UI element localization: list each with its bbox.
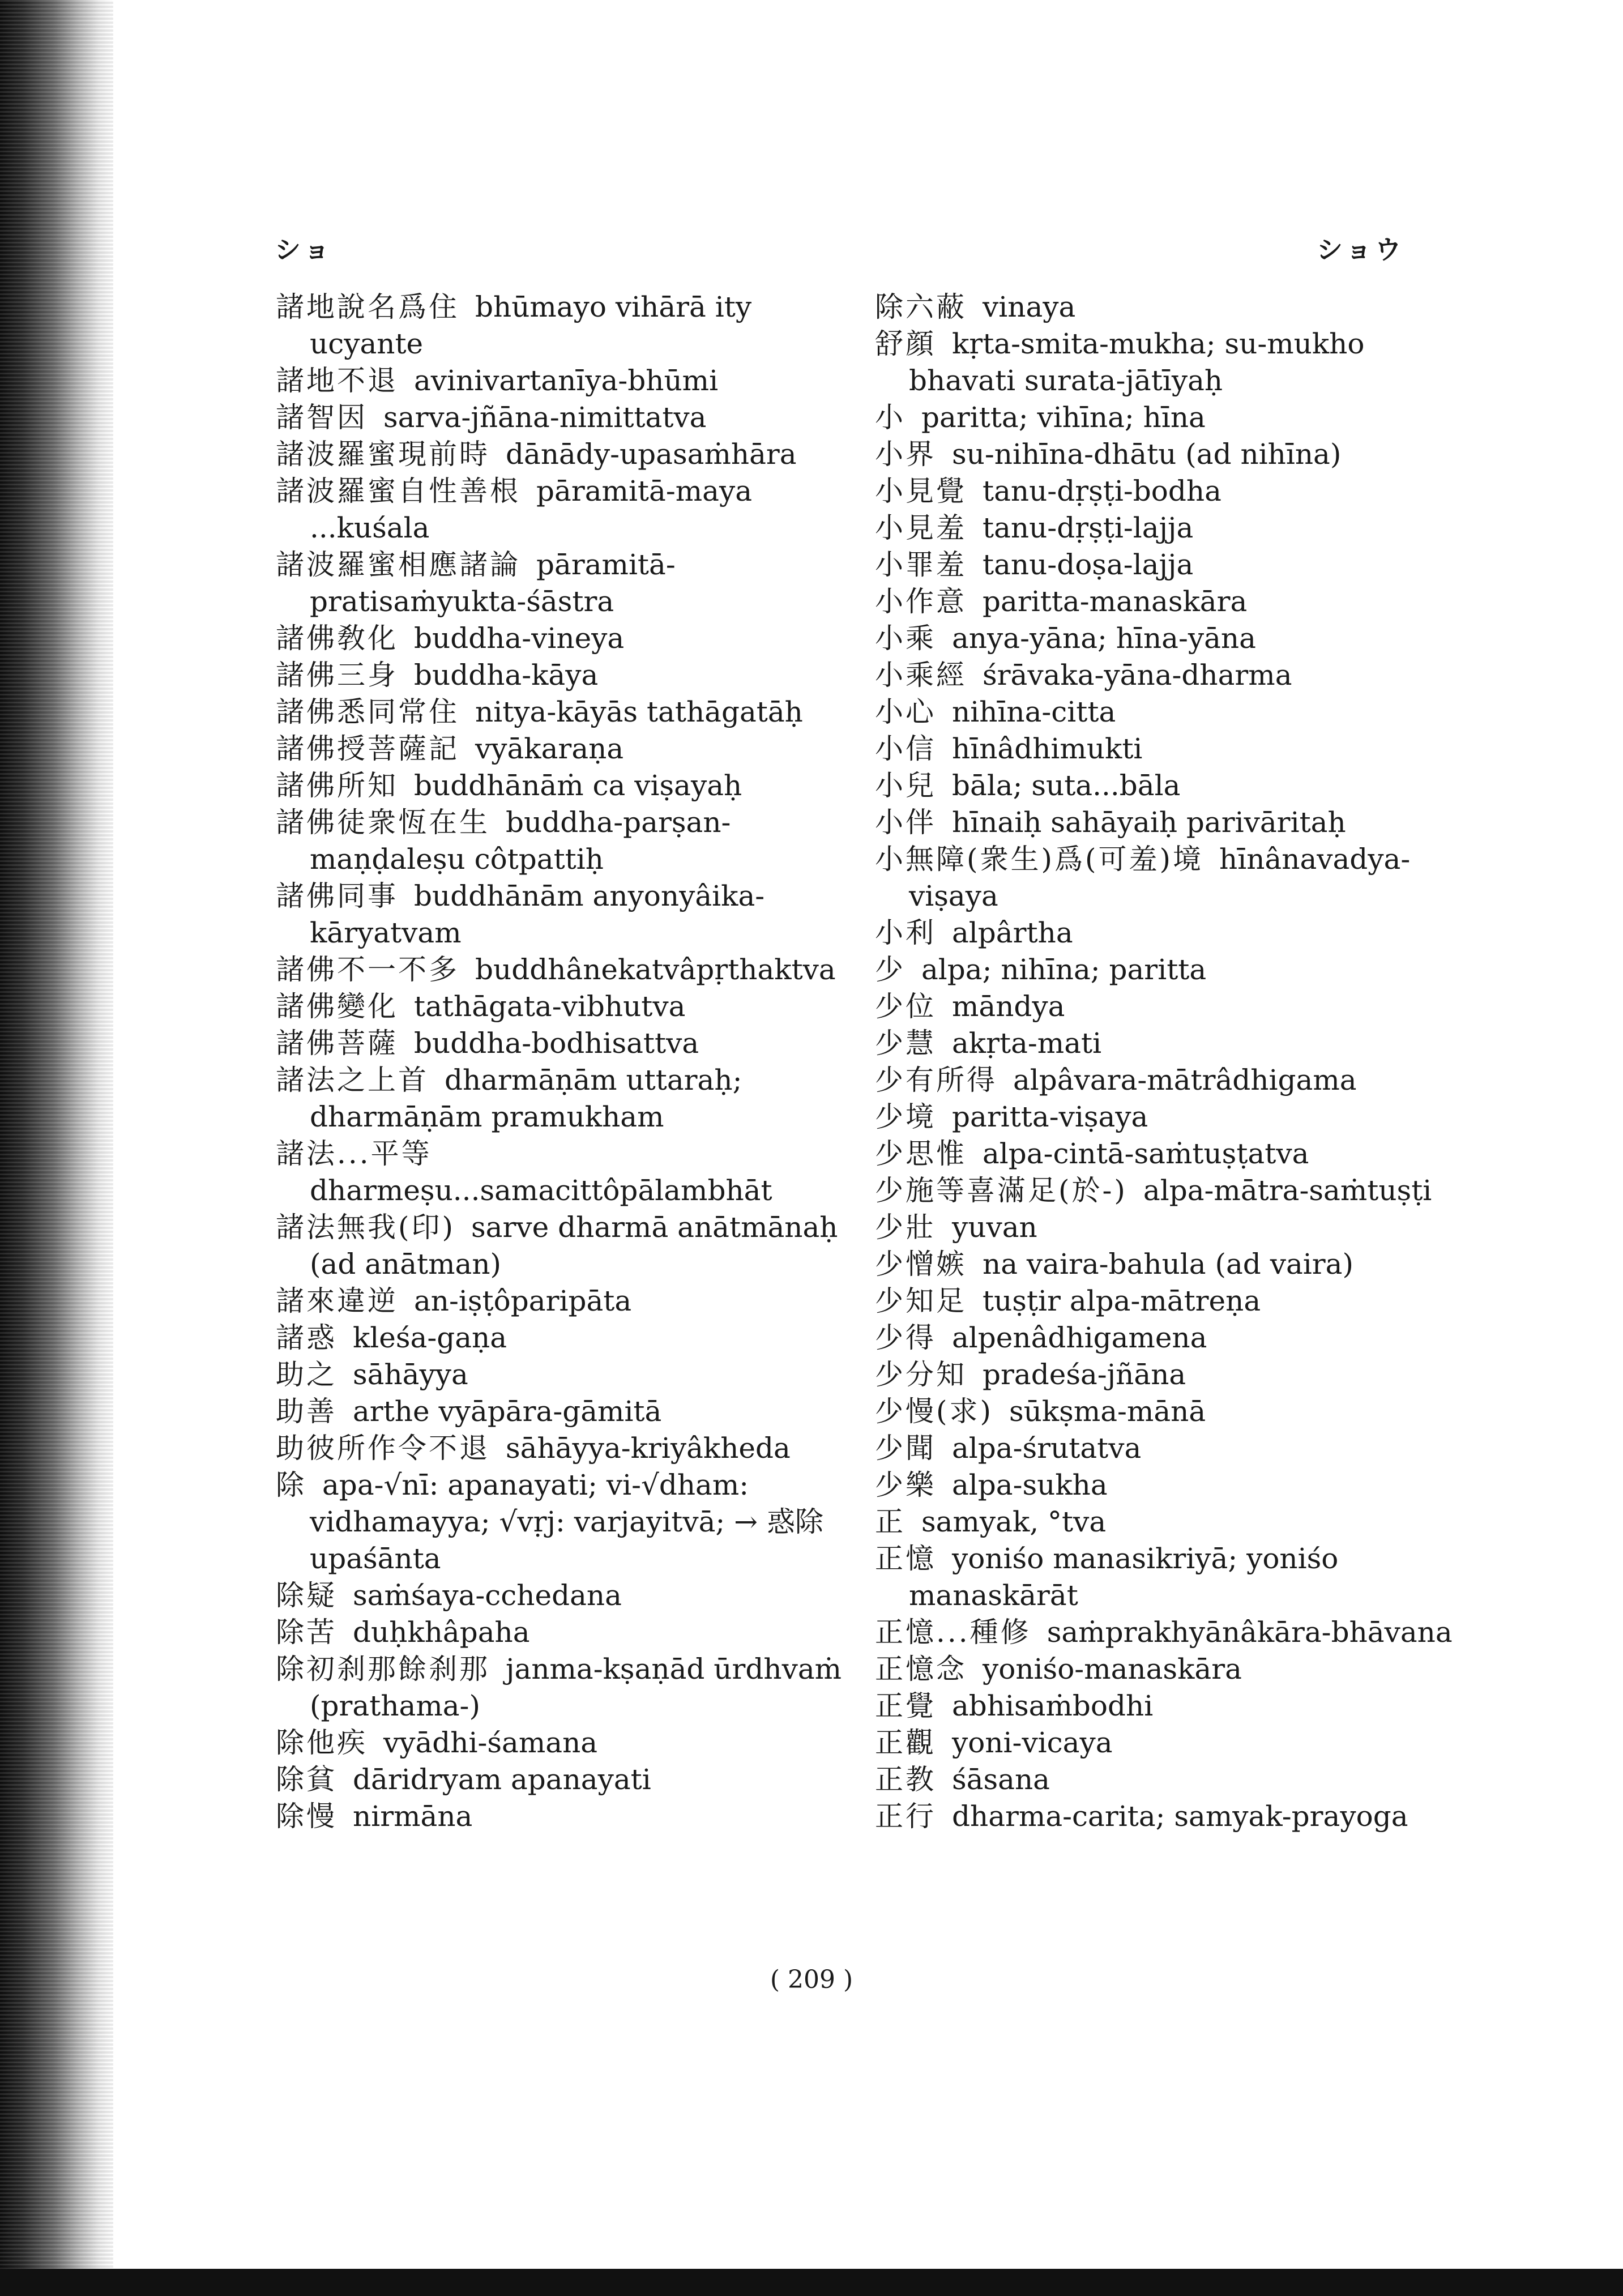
dictionary-entry: [875, 1761, 1464, 1798]
entry-headword: 諸佛授菩薩記: [276, 732, 459, 765]
entry-headword: 小: [875, 401, 906, 434]
dictionary-entry: [875, 841, 1464, 915]
entry-definition: śāsana: [952, 1763, 1050, 1796]
entry-definition: paritta-manaskāra: [983, 585, 1248, 618]
entry-headword: 小乘: [875, 622, 936, 655]
entry-definition: avinivartanīya-bhūmi: [414, 364, 719, 397]
dictionary-entry: [276, 399, 865, 436]
entry-headword: 除貧: [276, 1763, 337, 1796]
dictionary-entry: [875, 1136, 1464, 1172]
entry-headword: 正憶...種修: [875, 1616, 1031, 1649]
entry-headword: 小罪羞: [875, 548, 967, 581]
entry-definition: yoni-vicaya: [952, 1726, 1113, 1759]
entry-headword: 除: [276, 1469, 306, 1501]
entry-headword: 諸波羅蜜相應諸論: [276, 548, 520, 581]
dictionary-entry: [276, 1614, 865, 1651]
dictionary-entry: [875, 1798, 1464, 1835]
entry-definition: sāhāyya: [353, 1358, 468, 1391]
entry-headword: 除慢: [276, 1800, 337, 1833]
entry-definition: vyākaraṇa: [475, 732, 624, 765]
entry-headword: 諸法之上首: [276, 1064, 429, 1096]
dictionary-entry: [276, 436, 865, 473]
entry-headword: 少境: [875, 1100, 936, 1133]
entry-headword: 助之: [276, 1358, 337, 1391]
entry-definition: buddha-bodhisattva: [414, 1027, 699, 1060]
entry-definition: saṁśaya-cchedana: [353, 1579, 622, 1612]
entry-definition: su-nihīna-dhātu (ad nihīna): [952, 438, 1342, 471]
dictionary-entry: [276, 1062, 865, 1136]
entry-headword: 小作意: [875, 585, 967, 618]
entry-definition: buddhānāṁ ca viṣayaḥ: [414, 769, 742, 802]
running-head-left: ショ: [275, 234, 334, 265]
entry-headword: 少位: [875, 990, 936, 1023]
entry-headword: 除六蔽: [875, 291, 967, 323]
binding-edge-texture: [0, 0, 113, 2296]
entry-headword: 小界: [875, 438, 936, 471]
dictionary-entry: [276, 547, 865, 620]
entry-headword: 正: [875, 1505, 906, 1538]
entry-headword: 少壯: [875, 1211, 936, 1244]
dictionary-entry: [875, 620, 1464, 657]
entry-definition: alpa-cintā-saṁtuṣṭatva: [983, 1137, 1309, 1170]
dictionary-entry: [875, 1725, 1464, 1761]
entry-definition: kleśa-gaṇa: [353, 1321, 507, 1354]
entry-definition: saṁprakhyānâkāra-bhāvana: [1047, 1616, 1453, 1649]
entry-headword: 除他疾: [276, 1726, 368, 1759]
entry-headword: 少分知: [875, 1358, 967, 1391]
entry-headword: 諸法無我(印): [276, 1211, 456, 1244]
entry-definition: alpa-śrutatva: [952, 1432, 1142, 1465]
dictionary-entry: [875, 915, 1464, 951]
dictionary-entry: [875, 1393, 1464, 1430]
entry-headword: 小見羞: [875, 511, 967, 544]
dictionary-entry: [276, 1025, 865, 1062]
entry-headword: 正教: [875, 1763, 936, 1796]
entry-definition: buddha-parṣan-maṇḍaleṣu côtpattiḥ: [310, 806, 731, 876]
entry-headword: 小利: [875, 916, 936, 949]
entry-definition: paritta-viṣaya: [952, 1100, 1148, 1133]
entry-headword: 諸佛所知: [276, 769, 398, 802]
entry-definition: anya-yāna; hīna-yāna: [952, 622, 1256, 655]
dictionary-entry: [875, 988, 1464, 1025]
running-head-right: ショウ: [1317, 234, 1405, 265]
dictionary-entry: [276, 1209, 865, 1283]
entry-definition: pāramitā-maya ...kuśala: [310, 475, 753, 544]
entry-headword: 除疑: [276, 1579, 337, 1612]
dictionary-entry: [276, 1430, 865, 1467]
dictionary-entry: [875, 473, 1464, 510]
dictionary-entry: [875, 547, 1464, 583]
entry-definition: tanu-dṛṣṭi-lajja: [983, 511, 1194, 544]
entry-headword: 諸地不退: [276, 364, 398, 397]
entry-definition: tanu-doṣa-lajja: [983, 548, 1194, 581]
entry-headword: 諸佛悉同常住: [276, 695, 459, 728]
dictionary-entry: [875, 1540, 1464, 1614]
entry-definition: bhūmayo vihārā ity ucyante: [310, 291, 752, 360]
entry-definition: yoniśo manasikriyā; yoniśo manaskārāt: [909, 1542, 1339, 1612]
entry-headword: 舒顔: [875, 327, 936, 360]
entry-headword: 諸佛不一不多: [276, 953, 459, 986]
entry-headword: 諸佛徒衆恆在生: [276, 806, 490, 839]
entry-definition: dharmeṣu...samacittôpālambhāt: [310, 1174, 772, 1207]
entry-definition: buddhānām anyonyâika-kāryatvam: [310, 880, 765, 949]
entry-headword: 助善: [276, 1395, 337, 1428]
left-column: [276, 289, 865, 1835]
entry-headword: 諸佛菩薩: [276, 1027, 398, 1060]
dictionary-entry: [875, 1025, 1464, 1062]
entry-headword: 少慢(求): [875, 1395, 994, 1428]
entry-definition: hīnânavadya-viṣaya: [909, 843, 1411, 912]
entry-headword: 少: [875, 953, 906, 986]
dictionary-entry: [276, 473, 865, 547]
entry-definition: na vaira-bahula (ad vaira): [983, 1248, 1353, 1281]
dictionary-entry: [276, 1577, 865, 1614]
dictionary-entry: [875, 1688, 1464, 1725]
entry-headword: 諸波羅蜜現前時: [276, 438, 490, 471]
entry-headword: 少思惟: [875, 1137, 967, 1170]
entry-headword: 少憎嫉: [875, 1248, 967, 1281]
entry-definition: māndya: [952, 990, 1065, 1023]
entry-definition: buddha-vineya: [414, 622, 625, 655]
entry-definition: abhisaṁbodhi: [952, 1689, 1154, 1722]
entry-definition: an-iṣṭôparipāta: [414, 1284, 632, 1317]
dictionary-entry: [276, 1725, 865, 1761]
entry-definition: pradeśa-jñāna: [983, 1358, 1186, 1391]
dictionary-entry: [875, 1246, 1464, 1283]
entry-headword: 正觀: [875, 1726, 936, 1759]
dictionary-entry: [276, 1393, 865, 1430]
entry-definition: dāridryam apanayati: [353, 1763, 651, 1796]
dictionary-entry: [875, 1283, 1464, 1320]
entry-definition: vinaya: [983, 291, 1076, 323]
dictionary-entry: [875, 289, 1464, 326]
entry-definition: hīnaiḥ sahāyaiḥ parivāritaḥ: [952, 806, 1346, 839]
entry-headword: 除初刹那餘刹那: [276, 1653, 490, 1685]
dictionary-entry: [276, 362, 865, 399]
dictionary-entry: [276, 1356, 865, 1393]
entry-headword: 除苦: [276, 1616, 337, 1649]
entry-definition: buddha-kāya: [414, 659, 599, 692]
dictionary-entry: [875, 1209, 1464, 1246]
entry-definition: vyādhi-śamana: [383, 1726, 598, 1759]
entry-headword: 正行: [875, 1800, 936, 1833]
dictionary-entry: [875, 1504, 1464, 1540]
dictionary-entry: [875, 436, 1464, 473]
entry-definition: dharma-carita; samyak-prayoga: [952, 1800, 1408, 1833]
dictionary-entry: [875, 767, 1464, 804]
entry-definition: alpa-sukha: [952, 1469, 1108, 1501]
dictionary-entry: [875, 1430, 1464, 1467]
entry-definition: paritta; vihīna; hīna: [921, 401, 1206, 434]
entry-definition: tanu-dṛṣṭi-bodha: [983, 475, 1221, 507]
entry-headword: 小信: [875, 732, 936, 765]
dictionary-entry: [875, 804, 1464, 841]
entry-definition: sāhāyya-kriyâkheda: [506, 1432, 791, 1465]
dictionary-entry: [276, 731, 865, 767]
entry-definition: kṛta-smita-mukha; su-mukho bhavati surata-jātīyaḥ: [909, 327, 1365, 397]
dictionary-entry: [875, 510, 1464, 547]
entry-definition: yuvan: [952, 1211, 1037, 1244]
entry-definition: sarva-jñāna-nimittatva: [383, 401, 707, 434]
dictionary-entry: [875, 583, 1464, 620]
entry-headword: 正憶: [875, 1542, 936, 1575]
entry-definition: apa-√nī: apanayati; vi-√dham: vidhamayya; √vṛj: varjayitvā; → 惑除 upaśānta: [310, 1469, 823, 1575]
dictionary-entry: [276, 1651, 865, 1725]
entry-definition: alpâvara-mātrâdhigama: [1013, 1064, 1357, 1096]
dictionary-entry: [875, 399, 1464, 436]
dictionary-entry: [875, 731, 1464, 767]
entry-headword: 小無障(衆生)爲(可羞)境: [875, 843, 1204, 876]
dictionary-entry: [276, 878, 865, 951]
entry-definition: sūkṣma-mānā: [1009, 1395, 1206, 1428]
dictionary-entry: [276, 1320, 865, 1356]
entry-definition: akṛta-mati: [952, 1027, 1102, 1060]
dictionary-entry: [875, 326, 1464, 399]
entry-headword: 諸佛三身: [276, 659, 398, 692]
entry-headword: 少有所得: [875, 1064, 997, 1096]
entry-headword: 少得: [875, 1321, 936, 1354]
entry-definition: buddhânekatvâpṛthaktva: [475, 953, 836, 986]
scan-bottom-edge: [0, 2269, 1623, 2296]
dictionary-entry: [276, 951, 865, 988]
entry-definition: dharmāṇām uttaraḥ; dharmāṇām pramukham: [310, 1064, 742, 1133]
entry-definition: duḥkhâpaha: [353, 1616, 530, 1649]
entry-definition: alpenâdhigamena: [952, 1321, 1207, 1354]
dictionary-entry: [276, 1798, 865, 1835]
right-column: [875, 289, 1464, 1835]
entry-definition: pāramitā-pratisaṁyukta-śāstra: [310, 548, 676, 618]
entry-headword: 諸波羅蜜自性善根: [276, 475, 520, 507]
entry-definition: alpârtha: [952, 916, 1073, 949]
entry-headword: 諸佛同事: [276, 880, 398, 912]
entry-headword: 少知足: [875, 1284, 967, 1317]
dictionary-entry: [276, 767, 865, 804]
entry-definition: arthe vyāpāra-gāmitā: [353, 1395, 662, 1428]
entry-definition: bāla; suta...bāla: [952, 769, 1181, 802]
entry-headword: 少聞: [875, 1432, 936, 1465]
entry-definition: yoniśo-manaskāra: [983, 1653, 1242, 1685]
entry-definition: janma-kṣaṇād ūrdhvaṁ (prathama-): [310, 1653, 842, 1722]
entry-headword: 正憶念: [875, 1653, 967, 1685]
dictionary-entry: [276, 694, 865, 731]
dictionary-entry: [875, 1172, 1464, 1209]
entry-headword: 小伴: [875, 806, 936, 839]
entry-headword: 諸惑: [276, 1321, 337, 1354]
entry-definition: tathāgata-vibhutva: [414, 990, 686, 1023]
entry-definition: dānādy-upasaṁhāra: [506, 438, 797, 471]
entry-headword: 諸法...平等: [276, 1137, 432, 1170]
dictionary-entry: [875, 657, 1464, 694]
entry-headword: 小兒: [875, 769, 936, 802]
dictionary-entry: [875, 1651, 1464, 1688]
entry-definition: samyak, °tva: [921, 1505, 1107, 1538]
dictionary-entry: [276, 804, 865, 878]
entry-headword: 諸佛敎化: [276, 622, 398, 655]
dictionary-entry: [875, 694, 1464, 731]
dictionary-entry: [276, 1283, 865, 1320]
dictionary-entry: [276, 1136, 865, 1209]
page-number: ( 209 ): [770, 1965, 853, 1994]
entry-headword: 小乘經: [875, 659, 967, 692]
entry-definition: alpa-mātra-saṁtuṣṭi: [1143, 1174, 1432, 1207]
dictionary-entry: [276, 1761, 865, 1798]
dictionary-entry: [875, 1356, 1464, 1393]
entry-definition: sarve dharmā anātmānaḥ (ad anātman): [310, 1211, 838, 1281]
dictionary-entry: [276, 1467, 865, 1577]
dictionary-entry: [875, 1099, 1464, 1136]
dictionary-entry: [875, 1614, 1464, 1651]
entry-definition: alpa; nihīna; paritta: [921, 953, 1207, 986]
entry-headword: 小見覺: [875, 475, 967, 507]
dictionary-entry: [276, 289, 865, 362]
dictionary-entry: [875, 1467, 1464, 1504]
entry-headword: 助彼所作令不退: [276, 1432, 490, 1465]
entry-headword: 諸地說名爲住: [276, 291, 459, 323]
entry-headword: 諸佛變化: [276, 990, 398, 1023]
entry-definition: tuṣṭir alpa-mātreṇa: [983, 1284, 1261, 1317]
entry-headword: 諸智因: [276, 401, 368, 434]
dictionary-entry: [875, 1062, 1464, 1099]
dictionary-entry: [276, 657, 865, 694]
entry-headword: 少施等喜滿足(於-): [875, 1174, 1127, 1207]
dictionary-entry: [276, 988, 865, 1025]
entry-definition: hīnâdhimukti: [952, 732, 1143, 765]
dictionary-entry: [875, 951, 1464, 988]
dictionary-entry: [276, 620, 865, 657]
entry-definition: nihīna-citta: [952, 695, 1116, 728]
entry-definition: śrāvaka-yāna-dharma: [983, 659, 1292, 692]
entry-headword: 少慧: [875, 1027, 936, 1060]
entry-headword: 諸來違逆: [276, 1284, 398, 1317]
dictionary-entry: [875, 1320, 1464, 1356]
entry-headword: 少樂: [875, 1469, 936, 1501]
entry-definition: nitya-kāyās tathāgatāḥ: [475, 695, 803, 728]
entry-headword: 小心: [875, 695, 936, 728]
entry-definition: nirmāna: [353, 1800, 473, 1833]
entry-headword: 正覺: [875, 1689, 936, 1722]
